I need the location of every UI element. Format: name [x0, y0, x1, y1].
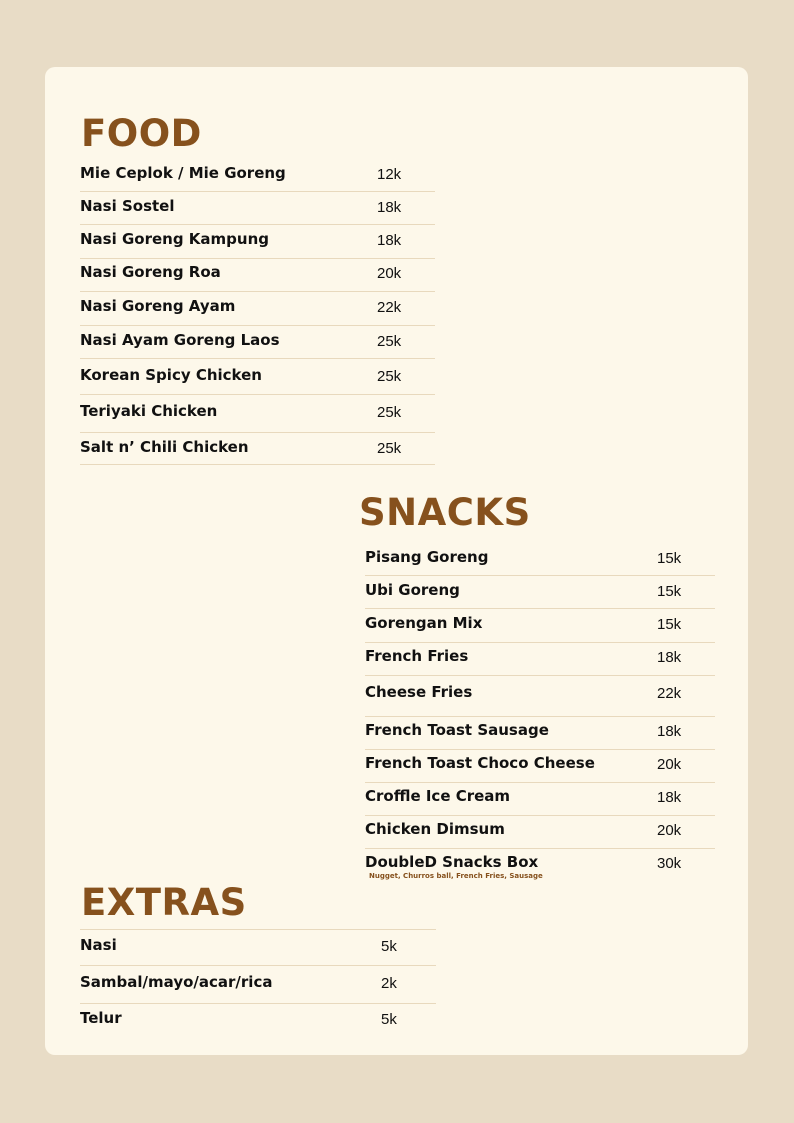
food-item — [80, 433, 435, 465]
item-name: Gorengan Mix — [365, 614, 483, 632]
item-description: Nugget, Churros ball, French Fries, Sausage — [369, 872, 543, 880]
food-heading: FOOD — [81, 112, 202, 155]
extras-item — [80, 966, 436, 1004]
snacks-item — [365, 816, 715, 849]
item-price: 20k — [657, 756, 682, 773]
item-price: 25k — [377, 333, 402, 350]
food-item — [80, 292, 435, 326]
item-name: Nasi Sostel — [80, 197, 175, 215]
item-name: Nasi Ayam Goreng Laos — [80, 331, 280, 349]
item-price: 22k — [377, 299, 402, 316]
item-price: 30k — [657, 855, 682, 872]
item-name: Sambal/mayo/acar/rica — [80, 973, 273, 991]
item-price: 20k — [377, 265, 402, 282]
item-price: 18k — [657, 789, 682, 806]
snacks-item — [365, 750, 715, 783]
food-item — [80, 160, 435, 192]
item-price: 18k — [377, 199, 402, 216]
extras-item — [80, 1004, 436, 1034]
extras-heading: EXTRAS — [81, 881, 247, 924]
item-name: Pisang Goreng — [365, 548, 489, 566]
item-name: French Fries — [365, 647, 469, 665]
snacks-item — [365, 717, 715, 750]
food-item — [80, 395, 435, 433]
food-item — [80, 259, 435, 292]
item-price: 2k — [381, 975, 397, 992]
food-item — [80, 359, 435, 395]
item-name: Nasi — [80, 936, 117, 954]
item-name: Nasi Goreng Ayam — [80, 297, 236, 315]
item-price: 20k — [657, 822, 682, 839]
item-price: 25k — [377, 368, 402, 385]
item-price: 15k — [657, 583, 682, 600]
item-name: Ubi Goreng — [365, 581, 460, 599]
item-name: Croffle Ice Cream — [365, 787, 511, 805]
item-name: Cheese Fries — [365, 683, 473, 701]
item-name: Salt n’ Chili Chicken — [80, 438, 249, 456]
item-name: Teriyaki Chicken — [80, 402, 218, 420]
item-name: Chicken Dimsum — [365, 820, 505, 838]
item-name: French Toast Sausage — [365, 721, 549, 739]
item-price: 5k — [381, 1011, 397, 1028]
item-name: Korean Spicy Chicken — [80, 366, 262, 384]
food-item — [80, 326, 435, 359]
snacks-item — [365, 783, 715, 816]
snacks-heading: SNACKS — [359, 491, 531, 534]
item-price: 25k — [377, 440, 402, 457]
snacks-item — [365, 676, 715, 717]
food-item — [80, 225, 435, 259]
item-price: 18k — [657, 723, 682, 740]
item-name: Telur — [80, 1009, 122, 1027]
item-name: Nasi Goreng Roa — [80, 263, 221, 281]
item-price: 12k — [377, 166, 402, 183]
snacks-item — [365, 643, 715, 676]
snacks-item — [365, 576, 715, 609]
item-price: 22k — [657, 685, 682, 702]
item-price: 5k — [381, 938, 397, 955]
food-item — [80, 192, 435, 225]
snacks-item — [365, 543, 715, 576]
item-name: French Toast Choco Cheese — [365, 754, 595, 772]
item-name: Nasi Goreng Kampung — [80, 230, 270, 248]
item-price: 18k — [657, 649, 682, 666]
extras-item — [80, 929, 436, 966]
item-name: Mie Ceplok / Mie Goreng — [80, 164, 286, 182]
item-price: 15k — [657, 550, 682, 567]
item-price: 25k — [377, 404, 402, 421]
item-price: 18k — [377, 232, 402, 249]
item-name: DoubleD Snacks Box — [365, 853, 539, 871]
snacks-item — [365, 609, 715, 643]
item-price: 15k — [657, 616, 682, 633]
snacks-item — [365, 849, 715, 883]
